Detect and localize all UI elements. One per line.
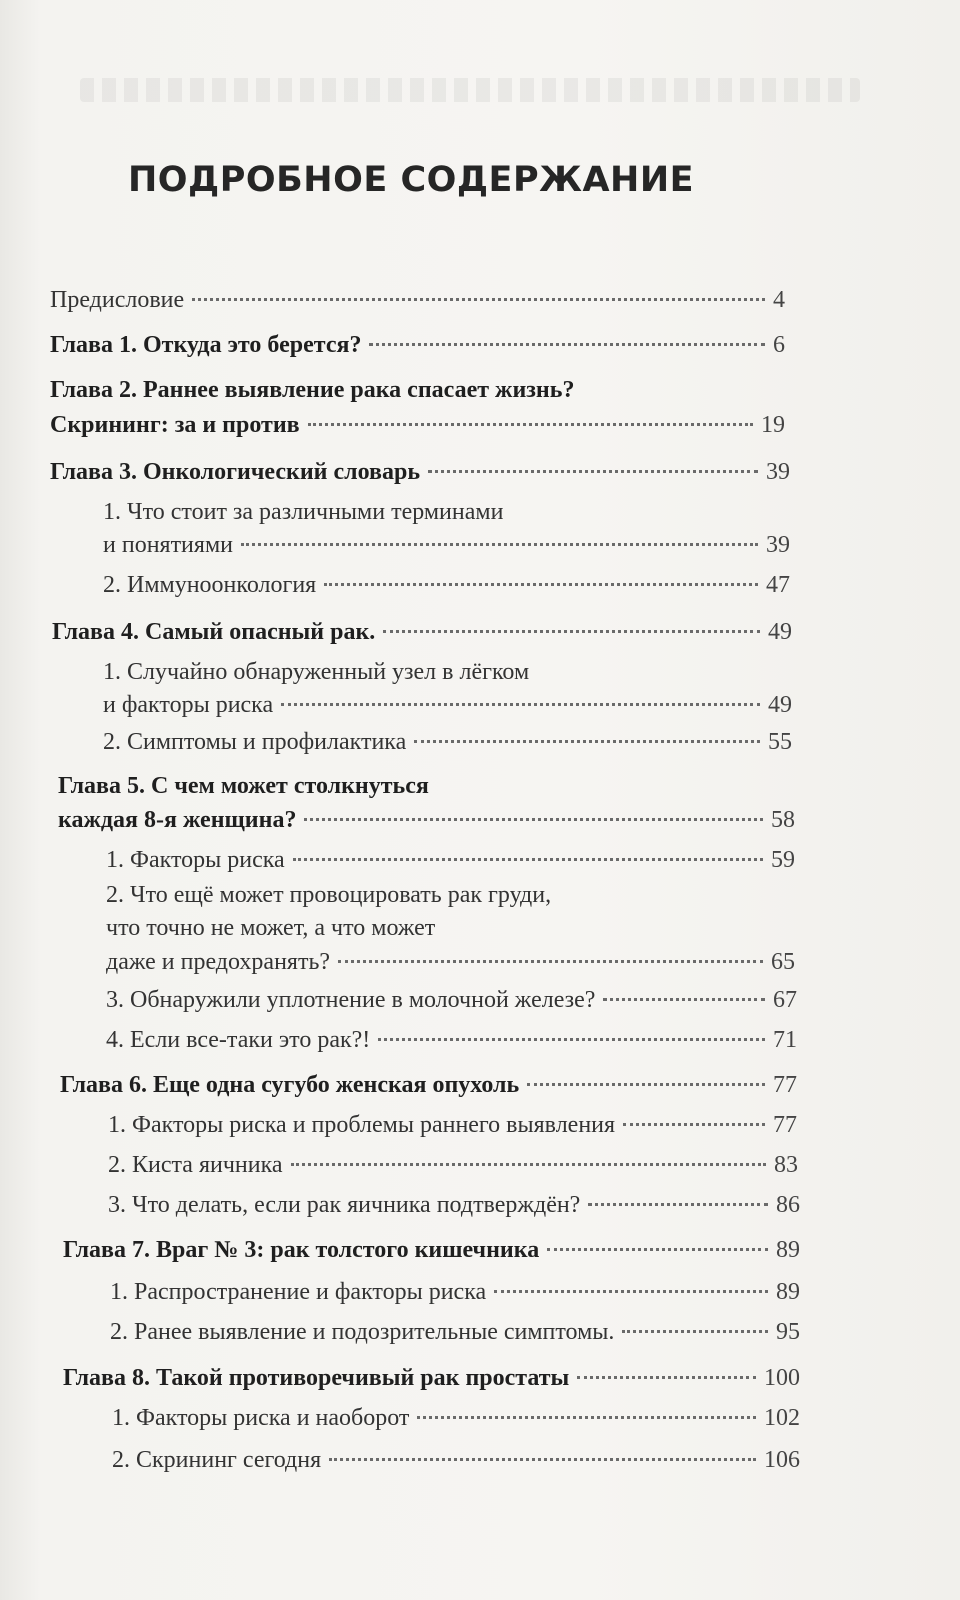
dot-leader <box>383 630 760 633</box>
toc-entry-title: 1. Факторы риска и проблемы раннего выявления <box>108 1112 616 1138</box>
toc-entry <box>106 1020 797 1060</box>
toc-entry-title: 1. Факторы риска и наоборот <box>112 1405 410 1431</box>
toc-entry <box>63 1230 800 1270</box>
toc-entry-title: Скрининг: за и против <box>50 412 300 438</box>
toc-entry <box>50 280 785 320</box>
toc-entry-title: 2. Иммуноонкология <box>103 572 317 598</box>
dot-leader <box>293 858 763 861</box>
toc-entry-title: Глава 4. Самый опасный рак. <box>52 619 376 645</box>
page-number: 39 <box>766 459 790 485</box>
dot-leader <box>241 543 758 546</box>
toc-entry <box>110 1312 800 1352</box>
toc-entry <box>106 980 797 1020</box>
toc-entry-title: Глава 8. Такой противоречивый рак простаты <box>63 1365 570 1391</box>
toc-entry-title: 1. Факторы риска <box>106 847 285 873</box>
page-number: 58 <box>771 807 795 833</box>
page-number: 19 <box>761 412 785 438</box>
page-number: 59 <box>771 847 795 873</box>
dot-leader <box>329 1458 756 1461</box>
toc-entry <box>108 1145 798 1185</box>
page-number: 67 <box>773 987 797 1013</box>
toc-entry <box>50 325 785 365</box>
toc-entry-title: Глава 6. Еще одна сугубо женская опухоль <box>60 1072 520 1098</box>
dot-leader <box>378 1038 765 1041</box>
page-number: 4 <box>773 287 785 313</box>
toc-entry-title-line: Глава 2. Раннее выявление рака спасает жизнь? <box>50 377 575 403</box>
page-title: ПОДРОБНОЕ СОДЕРЖАНИЕ <box>128 160 695 200</box>
toc-entry-title: даже и предохранять? <box>106 949 331 975</box>
toc-entry-title-line: что точно не может, а что может <box>106 915 436 941</box>
dot-leader <box>622 1330 768 1333</box>
toc-entry-title: 2. Симптомы и профилактика <box>103 729 407 755</box>
page-number: 55 <box>768 729 792 755</box>
page-number: 65 <box>771 949 795 975</box>
toc-entry-title: 1. Распространение и факторы риска <box>110 1279 487 1305</box>
page-number: 6 <box>773 332 785 358</box>
page-number: 100 <box>764 1365 800 1391</box>
page-number: 83 <box>774 1152 798 1178</box>
dot-leader <box>428 470 758 473</box>
dot-leader <box>417 1416 756 1419</box>
dot-leader <box>547 1248 768 1251</box>
toc-entry-title: 4. Если все-таки это рак?! <box>106 1027 371 1053</box>
page-number: 49 <box>768 692 792 718</box>
toc-entry <box>58 773 795 840</box>
dot-leader <box>623 1123 765 1126</box>
toc-entry <box>108 1105 797 1145</box>
toc-entry <box>103 659 792 725</box>
toc-entry <box>106 840 795 880</box>
toc-entry-title: 3. Что делать, если рак яичника подтверждён? <box>108 1192 581 1218</box>
dot-leader <box>304 818 763 821</box>
page-number: 106 <box>764 1447 800 1473</box>
dot-leader <box>192 298 765 301</box>
dot-leader <box>338 960 763 963</box>
page-number: 102 <box>764 1405 800 1431</box>
toc-entry <box>60 1065 797 1105</box>
page-number: 77 <box>773 1072 797 1098</box>
dot-leader <box>369 343 765 346</box>
toc-entry <box>52 612 792 652</box>
toc-entry-title: 2. Скрининг сегодня <box>112 1447 322 1473</box>
dot-leader <box>527 1083 765 1086</box>
toc-entry <box>110 1272 800 1312</box>
page-number: 89 <box>776 1279 800 1305</box>
toc-entry <box>63 1358 800 1398</box>
toc-entry-title: Глава 1. Откуда это берется? <box>50 332 362 358</box>
dot-leader <box>588 1203 768 1206</box>
toc-entry-title-line: Глава 5. С чем может столкнуться <box>58 773 429 799</box>
dot-leader <box>324 583 758 586</box>
dot-leader <box>414 740 760 743</box>
dot-leader <box>577 1376 756 1379</box>
page-number: 95 <box>776 1319 800 1345</box>
toc-entry <box>103 565 790 605</box>
dot-leader <box>281 703 760 706</box>
toc-entry-title: и факторы риска <box>103 692 274 718</box>
toc-entry-title: Глава 3. Онкологический словарь <box>50 459 421 485</box>
toc-entry <box>103 722 792 762</box>
toc-entry-title: Предисловие <box>50 287 185 313</box>
toc-entry-title-line: 1. Случайно обнаруженный узел в лёгком <box>103 659 530 685</box>
toc-entry-title: каждая 8-я женщина? <box>58 807 297 833</box>
dot-leader <box>494 1290 768 1293</box>
dot-leader <box>308 423 753 426</box>
toc-entry-title: 2. Киста яичника <box>108 1152 283 1178</box>
toc-entry <box>112 1398 800 1438</box>
toc-entry <box>103 499 790 565</box>
page-number: 49 <box>768 619 792 645</box>
dot-leader <box>291 1163 766 1166</box>
toc-entry <box>112 1440 800 1480</box>
toc-entry <box>50 377 785 445</box>
page-number: 39 <box>766 532 790 558</box>
toc-entry-title-line: 2. Что ещё может провоцировать рак груди, <box>106 882 552 908</box>
page-number: 89 <box>776 1237 800 1263</box>
toc-entry-title: 3. Обнаружили уплотнение в молочной железе? <box>106 987 596 1013</box>
page-number: 86 <box>776 1192 800 1218</box>
dot-leader <box>603 998 765 1001</box>
toc-entry-title: 2. Ранее выявление и подозрительные симптомы. <box>110 1319 615 1345</box>
toc-entry <box>50 452 790 492</box>
toc-entry <box>108 1185 800 1225</box>
page-number: 47 <box>766 572 790 598</box>
toc-entry-title-line: 1. Что стоит за различными терминами <box>103 499 504 525</box>
toc-entry-title: и понятиями <box>103 532 233 558</box>
toc-entry-title: Глава 7. Враг № 3: рак толстого кишечника <box>63 1237 540 1263</box>
page-number: 77 <box>773 1112 797 1138</box>
toc-entry <box>106 882 795 982</box>
page-number: 71 <box>773 1027 797 1053</box>
